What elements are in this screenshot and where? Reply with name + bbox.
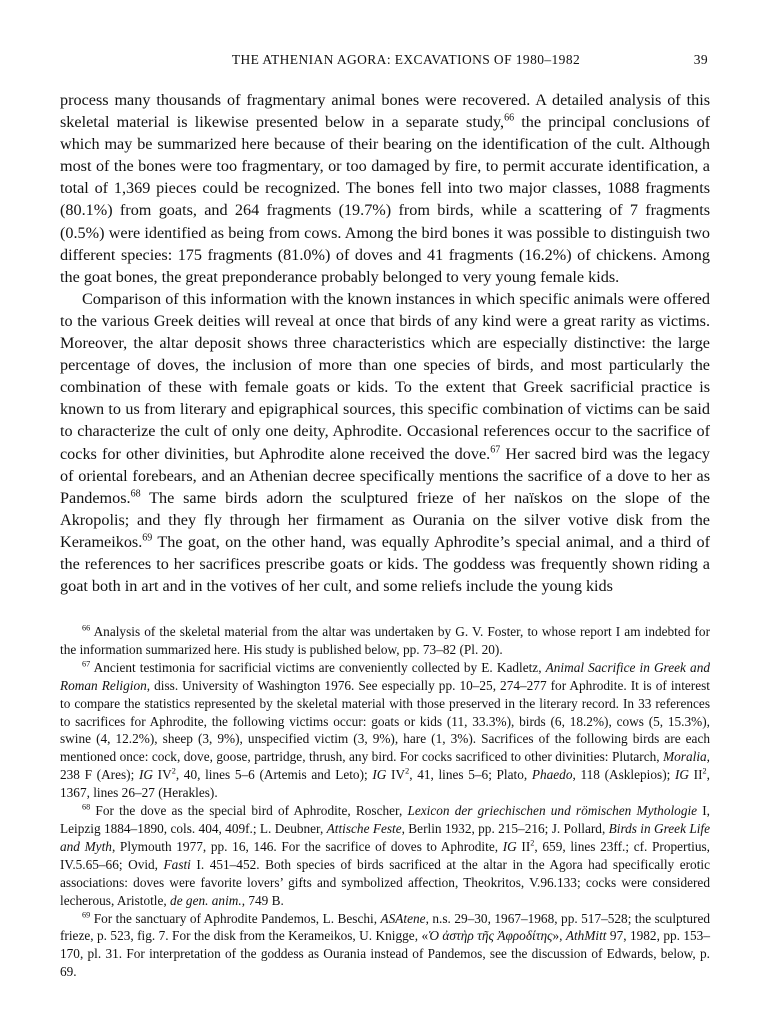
superscript: 2 xyxy=(171,766,176,776)
citation-title: IG xyxy=(674,767,689,783)
footnote-text: IV xyxy=(153,767,172,783)
paragraph-1-text-b: the principal conclusions of which may be summarized here because of their bearing on the identification of the cult. Although most of the bones were too fragmentary, or too damaged by fire, to permit accurate identification, a total of 1,369 pieces could be recognized. The bones fell into two major classes, 1088 fragments (80.1%) from goats, and 264 fragments (19.7%) from birds, while a scattering of 7 fragments (0.5%) were identified as being from cows. Among the bird bones it was possible to distinguish two different species: 175 fragments (81.0%) of doves and 41 fragments (16.2%) of chickens. Among the goat bones, the great preponderance probably belonged to very young female kids. xyxy=(60,113,710,286)
paragraph-2 xyxy=(60,288,710,597)
running-head xyxy=(60,52,712,68)
superscript: 2 xyxy=(702,766,707,776)
footnote-number: 66 xyxy=(82,623,91,633)
footnote-text: », xyxy=(552,928,566,944)
citation-title: Lexicon der griechischen und römischen Mythologie xyxy=(407,803,698,819)
page-number: 39 xyxy=(693,52,708,67)
citation-title: Moralia xyxy=(663,749,707,765)
superscript: 2 xyxy=(405,766,410,776)
footnote-text: , 749 B. xyxy=(241,892,284,908)
footnote-text: For the sanctuary of Aphrodite Pandemos, L. Beschi, xyxy=(90,910,381,926)
footnote-text: I, Leipzig 1884–1890, cols. 404, 409f.; L. Deubner, xyxy=(60,803,711,836)
footnote-text: Ancient testimonia for sacrificial victims are conveniently collected by E. Kadletz, xyxy=(90,659,546,675)
footnote-ref-69: 69 xyxy=(142,532,153,544)
footnote-69 xyxy=(60,910,710,982)
footnote-text: IV xyxy=(386,767,406,783)
footnote-68 xyxy=(60,802,710,909)
footnote-text: For the dove as the special bird of Aphrodite, Roscher, xyxy=(90,803,408,819)
footnote-text: , 40, lines 5–6 (Artemis and Leto); xyxy=(175,767,373,783)
citation-title: IG xyxy=(138,767,153,783)
footnote-text: , Plymouth 1977, pp. 16, 146. For the sacrifice of doves to Aphrodite, xyxy=(111,838,503,854)
citation-title: de gen. anim. xyxy=(170,892,242,908)
footnote-text: II xyxy=(689,767,703,783)
citation-title: Phaedo xyxy=(531,767,573,783)
citation-title: Birds in Greek Life and Myth xyxy=(60,820,711,854)
footnote-text: II xyxy=(516,838,531,854)
footnote-text: , 41, lines 5–6; Plato, xyxy=(409,767,532,783)
citation-title: Animal Sacrifice in Greek and Roman Religion xyxy=(60,659,710,693)
footnote-ref-68: 68 xyxy=(130,488,141,500)
footnote-66 xyxy=(60,623,710,659)
footnote-ref-66: 66 xyxy=(504,112,515,124)
footnote-text: , 118 (Asklepios); xyxy=(572,767,675,783)
footnote-text: , diss. University of Washington 1976. See especially pp. 10–25, 274–277 for Aphrodite. It is of interest to compare the statistics represented by the skeletal material with those preserved in the literary record. In 33 references to sacrifices for Aphrodite, the following victims occur: goats or kids (11, 33.3%), birds (6, 18.2%), cows (5, 15.3%), swine (4, 12.2%), sheep (3, 9%), unspecified victim (3, 9%), hare (1, 3%). Sacrifices of the following birds are each mentioned once: cock, dove, goose, partridge, thrush, any bird. For cocks sacrificed to other divinities: Plutarch, xyxy=(60,677,711,765)
footnote-67 xyxy=(60,659,710,802)
citation-title: IG xyxy=(372,767,387,783)
citation-title: Fasti xyxy=(163,856,191,872)
citation-title: IG xyxy=(502,838,517,854)
paragraph-1-text-a: process many thousands of fragmentary animal bones were recovered. A detailed analysis of this skeletal material is likewise presented below in a separate study, xyxy=(60,91,710,132)
footnote-ref-67: 67 xyxy=(490,444,501,456)
footnote-text: I. 451–452. Both species of birds sacrificed at the altar in the Agora had specifically erotic associations: doves were favorite lovers’ gifts and symbolized affection, Theokritos, V.96.133; cocks were considered lecherous, Aristotle, xyxy=(60,856,710,908)
footnote-text: , 1367, lines 26–27 (Herakles). xyxy=(60,767,710,801)
running-head-title: THE ATHENIAN AGORA: EXCAVATIONS OF 1980–1982 xyxy=(231,52,581,67)
footnote-text: , 238 F (Ares); xyxy=(60,749,710,783)
footnote-number: 67 xyxy=(82,659,91,669)
citation-title: ASAtene xyxy=(380,910,426,926)
superscript: 2 xyxy=(530,838,535,848)
footnote-text: , 659, lines 23ff.; cf. Propertius, IV.5.65–66; Ovid, xyxy=(60,838,710,872)
footnote-number: 68 xyxy=(82,802,91,812)
paragraph-2-text-b: Her sacred bird was the legacy of oriental forebears, and an Athenian decree specifically mentions the sacrifice of a dove to her as Pandemos. xyxy=(60,444,710,507)
citation-title: AthMitt xyxy=(565,928,607,944)
citation-title: Ὁ ἀστὴρ τῆς Ἀφροδίτης xyxy=(428,928,553,944)
footnote-text: Analysis of the skeletal material from the altar was undertaken by G. V. Foster, to whose report I am indebted for the information summarized here. His study is published below, pp. 73–82 (Pl. 20). xyxy=(60,624,710,657)
paragraph-2-text-a: Comparison of this information with the known instances in which specific animals were offered to the various Greek deities will reveal at once that birds of any kind were a great rarity as victims. Moreover, the altar deposit shows three characteristics which are especially distinctive: the large percentage of doves, the inclusion of more than one species of birds, and most particularly the combination of these with female goats or kids. To the extent that Greek sacrificial practice is known to us from literary and epigraphical sources, this specific combination of victims can be said to characterize the cult of only one deity, Aphrodite. Occasional references occur to the sacrifice of cocks for other divinities, but Aphrodite alone received the dove. xyxy=(60,289,710,463)
paragraph-2-text-c: The same birds adorn the sculptured frieze of her naïskos on the slope of the Akropolis; and they fly through her firmament as Ourania on the silver votive disk from the Kerameikos. xyxy=(60,488,710,551)
paragraph-2-text-d: The goat, on the other hand, was equally Aphrodite’s special animal, and a third of the references to her sacrifices prescribe goats or kids. The goddess was frequently shown riding a goat both in art and in the votives of her cult, and some reliefs include the young kids xyxy=(60,532,710,596)
footnote-text: 97, 1982, pp. 153–170, pl. 31. For interpretation of the goddess as Ourania instead of Pandemos, see the discussion of Edwards, below, p. 69. xyxy=(60,928,710,980)
footnote-text: , Berlin 1932, pp. 215–216; J. Pollard, xyxy=(401,820,609,836)
footnotes xyxy=(60,623,710,981)
footnote-number: 69 xyxy=(82,910,91,920)
footnote-text: , n.s. 29–30, 1967–1968, pp. 517–528; the sculptured frieze, p. 523, fig. 7. For the disk from the Kerameikos, U. Knigge, « xyxy=(60,910,710,944)
paragraph-1 xyxy=(60,89,710,288)
citation-title: Attische Feste xyxy=(326,820,402,836)
main-text xyxy=(60,89,710,597)
